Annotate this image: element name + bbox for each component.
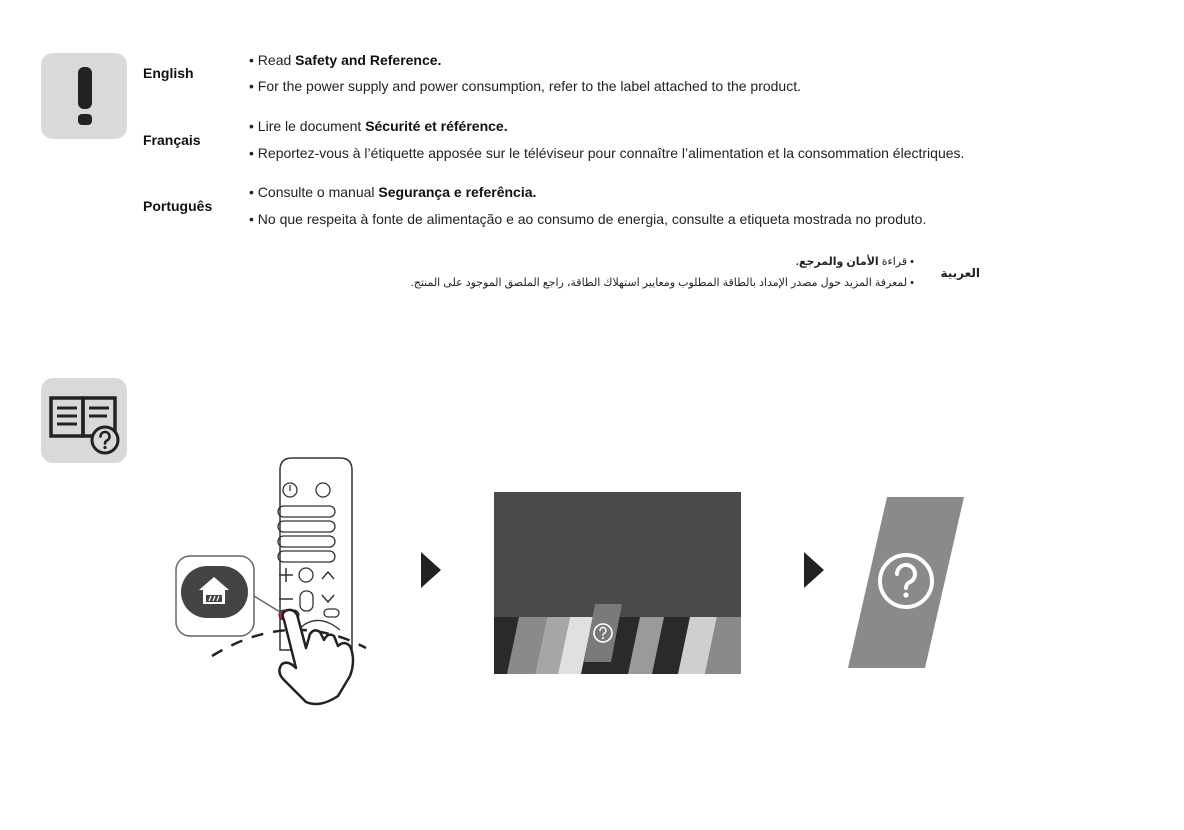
french-line-2: • Reportez-vous à l’étiquette apposée sur le téléviseur pour connaître l’alimentation et la consommation électriques. [249, 145, 965, 161]
help-tile [848, 497, 964, 668]
english-line-2: • For the power supply and power consumption, refer to the label attached to the product. [249, 78, 802, 94]
arrow-right-icon [421, 552, 441, 588]
language-label-french: Français [143, 132, 201, 148]
language-label-english: English [143, 65, 194, 81]
home-icon [181, 566, 248, 618]
portuguese-line-2: • No que respeita à fonte de alimentação e ao consumo de energia, consulte a etiqueta mostrada no produto. [249, 211, 927, 227]
french-line-1: • Lire le document Sécurité et référence. [249, 118, 508, 134]
english-line-1: • Read Safety and Reference. [249, 52, 442, 68]
language-label-arabic: العربية [940, 266, 980, 280]
language-label-portuguese: Português [143, 198, 213, 214]
tv-home-screen [494, 492, 741, 674]
arrow-right-icon [804, 552, 824, 588]
arabic-line-1: • قراءة الأمان والمرجع. [795, 256, 914, 268]
arabic-line-2: • لمعرفة المزيد حول مصدر الإمداد بالطاقة المطلوب ومعايير استهلاك الطاقة، راجع الملصق الموجود على المنتج. [410, 277, 914, 289]
portuguese-line-1: • Consulte o manual Segurança e referência. [249, 184, 537, 200]
